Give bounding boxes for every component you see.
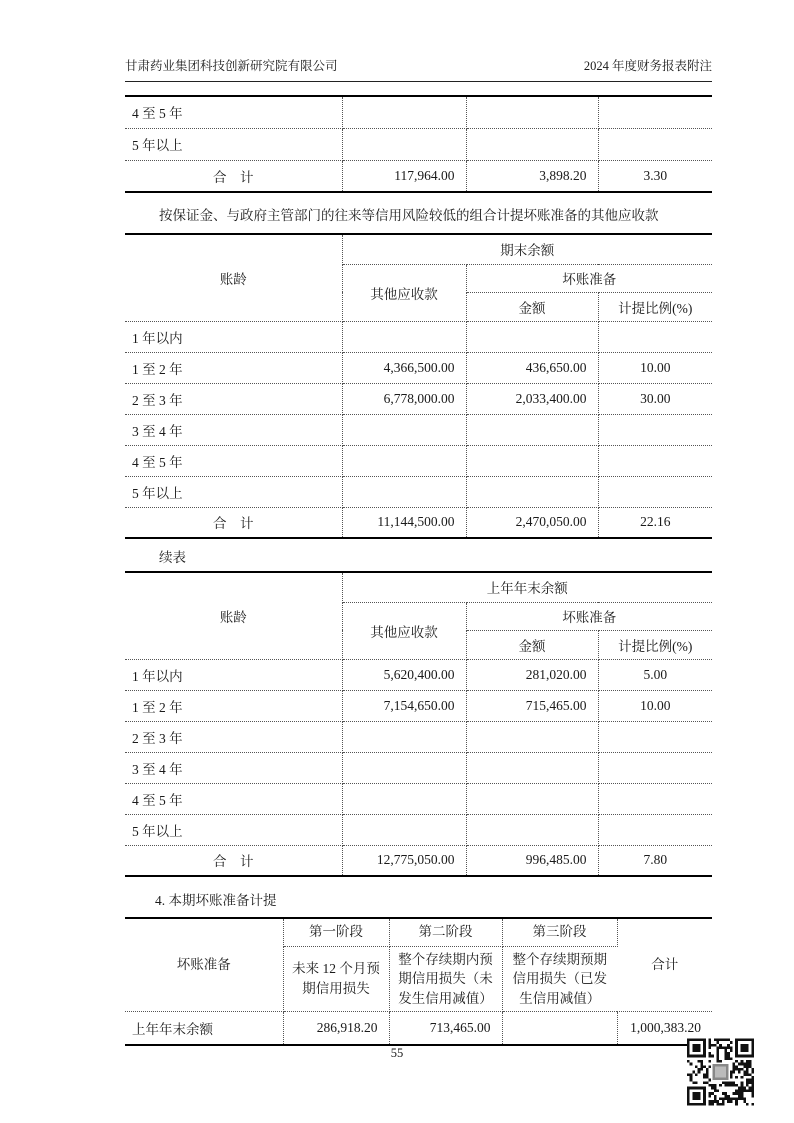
cell-other-receivables bbox=[342, 128, 466, 160]
cell-aging: 5 年以上 bbox=[125, 476, 342, 507]
cell-bad-debt-amount bbox=[466, 814, 598, 845]
header-bad-debt-provision: 坏账准备 bbox=[125, 918, 283, 1012]
cell-ratio bbox=[598, 96, 712, 128]
cell-ratio bbox=[598, 783, 712, 814]
cell-bad-debt-amount bbox=[466, 96, 598, 128]
table-row bbox=[125, 721, 712, 752]
cell-aging: 合 计 bbox=[125, 507, 342, 538]
total-row bbox=[125, 845, 712, 876]
header-ratio: 计提比例(%) bbox=[598, 630, 712, 659]
cell-other-receivables bbox=[342, 96, 466, 128]
cell-aging: 1 至 2 年 bbox=[125, 690, 342, 721]
cell-ratio: 30.00 bbox=[598, 383, 712, 414]
cell-total: 1,000,383.20 bbox=[630, 1019, 701, 1035]
cell-other-receivables: 4,366,500.00 bbox=[342, 352, 466, 383]
cell-aging: 合 计 bbox=[125, 845, 342, 876]
page-header bbox=[125, 0, 712, 82]
cell-other-receivables bbox=[342, 721, 466, 752]
cell-ratio bbox=[598, 476, 712, 507]
cell-other-receivables: 11,144,500.00 bbox=[342, 507, 466, 538]
cell-other-receivables: 7,154,650.00 bbox=[342, 690, 466, 721]
cell-bad-debt-amount: 715,465.00 bbox=[466, 690, 598, 721]
header-stage1-sub: 未来 12 个月预期信用损失 bbox=[283, 946, 389, 1012]
cell-bad-debt-amount: 281,020.00 bbox=[466, 659, 598, 690]
cell-bad-debt-amount: 436,650.00 bbox=[466, 352, 598, 383]
table-row bbox=[125, 321, 712, 352]
cell-aging: 1 年以内 bbox=[125, 659, 342, 690]
cell-other-receivables bbox=[342, 752, 466, 783]
cell-aging: 1 年以内 bbox=[125, 321, 342, 352]
cell-ratio bbox=[598, 414, 712, 445]
table-row bbox=[125, 383, 712, 414]
cell-bad-debt-amount bbox=[466, 752, 598, 783]
cell-aging: 1 至 2 年 bbox=[125, 352, 342, 383]
cell-ratio bbox=[598, 752, 712, 783]
cell-ratio: 10.00 bbox=[598, 690, 712, 721]
cell-bad-debt-amount: 2,033,400.00 bbox=[466, 383, 598, 414]
section-heading: 4. 本期坏账准备计提 bbox=[155, 893, 277, 908]
header-aging: 账龄 bbox=[125, 572, 342, 659]
cell-ratio bbox=[598, 321, 712, 352]
cell-ratio bbox=[598, 128, 712, 160]
cell-other-receivables: 12,775,050.00 bbox=[342, 845, 466, 876]
cell-item-label: 上年年末余额 bbox=[125, 1012, 283, 1045]
header-stage3-sub: 整个存续期预期信用损失（已发生信用减值） bbox=[502, 946, 617, 1012]
cell-aging: 2 至 3 年 bbox=[125, 383, 342, 414]
cell-stage1: 286,918.20 bbox=[283, 1012, 389, 1045]
qr-code bbox=[687, 1037, 754, 1107]
cell-stage3 bbox=[502, 1012, 617, 1045]
cell-other-receivables bbox=[342, 814, 466, 845]
cell-other-receivables bbox=[342, 414, 466, 445]
cell-bad-debt-amount bbox=[466, 445, 598, 476]
table-row bbox=[125, 128, 712, 160]
stage-table bbox=[125, 917, 712, 1046]
cell-aging: 2 至 3 年 bbox=[125, 721, 342, 752]
table-row bbox=[125, 96, 712, 128]
table-row bbox=[125, 414, 712, 445]
note-paragraph: 按保证金、与政府主管部门的往来等信用风险较低的组合计提坏账准备的其他应收款 bbox=[159, 208, 659, 223]
cell-ratio bbox=[598, 721, 712, 752]
header-aging: 账龄 bbox=[125, 234, 342, 321]
header-stage1: 第一阶段 bbox=[283, 918, 389, 946]
cell-other-receivables: 6,778,000.00 bbox=[342, 383, 466, 414]
cell-bad-debt-amount bbox=[466, 476, 598, 507]
cell-other-receivables bbox=[342, 321, 466, 352]
cell-bad-debt-amount bbox=[466, 783, 598, 814]
table-row bbox=[125, 476, 712, 507]
header-balance-period: 上年年末余额 bbox=[342, 572, 712, 602]
total-row bbox=[125, 507, 712, 538]
header-bad-debt-provision: 坏账准备 bbox=[466, 602, 712, 630]
cell-ratio: 3.30 bbox=[643, 167, 668, 183]
cell-ratio: 22.16 bbox=[640, 514, 671, 530]
table-row bbox=[125, 352, 712, 383]
header-ratio: 计提比例(%) bbox=[598, 292, 712, 321]
doc-title: 2024 年度财务报表附注 bbox=[583, 59, 712, 73]
cell-ratio bbox=[598, 445, 712, 476]
table-row bbox=[125, 445, 712, 476]
header-stage2-sub: 整个存续期内预期信用损失（未发生信用减值） bbox=[389, 946, 502, 1012]
cell-aging: 4 至 5 年 bbox=[125, 783, 342, 814]
table-row bbox=[125, 783, 712, 814]
cell-bad-debt-amount: 2,470,050.00 bbox=[466, 507, 598, 538]
cell-aging: 4 至 5 年 bbox=[125, 445, 342, 476]
cell-aging: 3 至 4 年 bbox=[125, 414, 342, 445]
table-row bbox=[125, 1012, 712, 1045]
cell-other-receivables bbox=[342, 445, 466, 476]
header-stage3: 第三阶段 bbox=[502, 918, 617, 946]
cell-other-receivables bbox=[342, 783, 466, 814]
cell-ratio bbox=[598, 814, 712, 845]
cell-aging: 3 至 4 年 bbox=[125, 752, 342, 783]
cell-bad-debt-amount bbox=[466, 414, 598, 445]
cell-ratio: 5.00 bbox=[598, 659, 712, 690]
header-total: 合计 bbox=[617, 918, 712, 1012]
header-other-receivables: 其他应收款 bbox=[342, 264, 466, 321]
cell-aging: 5 年以上 bbox=[125, 814, 342, 845]
page-content bbox=[125, 82, 712, 1046]
header-stage2: 第二阶段 bbox=[389, 918, 502, 946]
cell-aging: 4 至 5 年 bbox=[125, 96, 342, 128]
cell-bad-debt-amount bbox=[466, 721, 598, 752]
cell-bad-debt-amount: 3,898.20 bbox=[466, 160, 598, 192]
header-amount: 金额 bbox=[466, 292, 598, 321]
page-number: 55 bbox=[390, 1046, 404, 1060]
cell-aging: 5 年以上 bbox=[125, 128, 342, 160]
cell-stage2: 713,465.00 bbox=[389, 1012, 502, 1045]
cell-bad-debt-amount: 996,485.00 bbox=[466, 845, 598, 876]
header-row bbox=[125, 572, 712, 602]
table-row bbox=[125, 690, 712, 721]
table-row bbox=[125, 659, 712, 690]
header-other-receivables: 其他应收款 bbox=[342, 602, 466, 659]
cell-aging: 合 计 bbox=[125, 160, 342, 192]
header-bad-debt-provision: 坏账准备 bbox=[466, 264, 712, 292]
continuation-label: 续表 bbox=[159, 550, 186, 565]
cell-other-receivables: 117,964.00 bbox=[342, 160, 466, 192]
cell-bad-debt-amount bbox=[466, 321, 598, 352]
header-balance-period: 期末余额 bbox=[342, 234, 712, 264]
cell-ratio: 7.80 bbox=[643, 852, 668, 868]
header-row bbox=[125, 918, 712, 946]
aging-table-partial bbox=[125, 95, 712, 193]
cell-ratio: 10.00 bbox=[598, 352, 712, 383]
cell-bad-debt-amount bbox=[466, 128, 598, 160]
cell-other-receivables bbox=[342, 476, 466, 507]
aging-table-prior-year bbox=[125, 571, 712, 877]
total-row bbox=[125, 160, 712, 192]
table-row bbox=[125, 752, 712, 783]
header-amount: 金额 bbox=[466, 630, 598, 659]
company-name: 甘肃药业集团科技创新研究院有限公司 bbox=[125, 59, 338, 73]
aging-table-ending-balance bbox=[125, 233, 712, 539]
header-row bbox=[125, 234, 712, 264]
table-row bbox=[125, 814, 712, 845]
cell-other-receivables: 5,620,400.00 bbox=[342, 659, 466, 690]
